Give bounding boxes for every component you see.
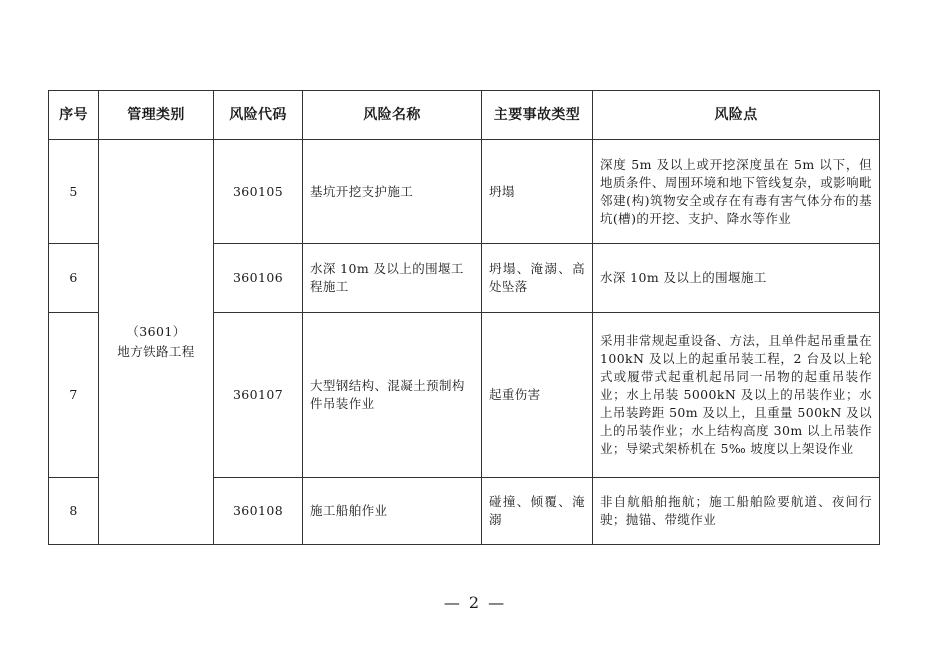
- accident-type: 坍塌、淹溺、高处坠落: [482, 244, 593, 313]
- risk-name: 基坑开挖支护施工: [303, 140, 482, 244]
- risk-point: 采用非常规起重设备、方法，且单件起吊重量在 100kN 及以上的起重吊装工程，2 台及以上轮式或履带式起重机起吊同一吊物的起重吊装作业；水上吊装 5000kN 及以上的吊装作业；水上吊装跨距 50m 及以上，且重量 500kN 及以上的吊装作业；水上结构高度 30m 以上吊装作业；导梁式架桥机在 5‰ 坡度以上架设作业: [593, 313, 880, 478]
- risk-name: 水深 10m 及以上的围堰工程施工: [303, 244, 482, 313]
- header-risk-code: 风险代码: [214, 91, 303, 140]
- risk-code: 360106: [214, 244, 303, 313]
- table-header-row: [49, 91, 880, 140]
- risk-point: 水深 10m 及以上的围堰施工: [593, 244, 880, 313]
- row-no: 5: [49, 140, 99, 244]
- header-accident-type: 主要事故类型: [482, 91, 593, 140]
- category-name: 地方铁路工程: [117, 344, 195, 359]
- accident-type: 起重伤害: [482, 313, 593, 478]
- accident-type: 碰撞、倾覆、淹溺: [482, 478, 593, 545]
- risk-name: 大型钢结构、混凝土预制构件吊装作业: [303, 313, 482, 478]
- risk-table: [48, 90, 880, 545]
- row-no: 8: [49, 478, 99, 545]
- header-no: 序号: [49, 91, 99, 140]
- header-risk-point: 风险点: [593, 91, 880, 140]
- risk-code: 360105: [214, 140, 303, 244]
- header-category: 管理类别: [99, 91, 214, 140]
- accident-type: 坍塌: [482, 140, 593, 244]
- header-risk-name: 风险名称: [303, 91, 482, 140]
- page-number: — 2 —: [443, 593, 507, 612]
- risk-code: 360108: [214, 478, 303, 545]
- risk-name: 施工船舶作业: [303, 478, 482, 545]
- risk-code: 360107: [214, 313, 303, 478]
- risk-point: 深度 5m 及以上或开挖深度虽在 5m 以下，但地质条件、周围环境和地下管线复杂，或影响毗邻建(构)筑物安全或存在有毒有害气体分布的基坑(槽)的开挖、支护、降水等作业: [593, 140, 880, 244]
- row-no: 7: [49, 313, 99, 478]
- table-row: [49, 140, 880, 244]
- row-no: 6: [49, 244, 99, 313]
- risk-point: 非自航船舶拖航；施工船舶险要航道、夜间行驶；抛锚、带缆作业: [593, 478, 880, 545]
- category-code: （3601）: [126, 324, 186, 339]
- category-cell: [99, 140, 214, 545]
